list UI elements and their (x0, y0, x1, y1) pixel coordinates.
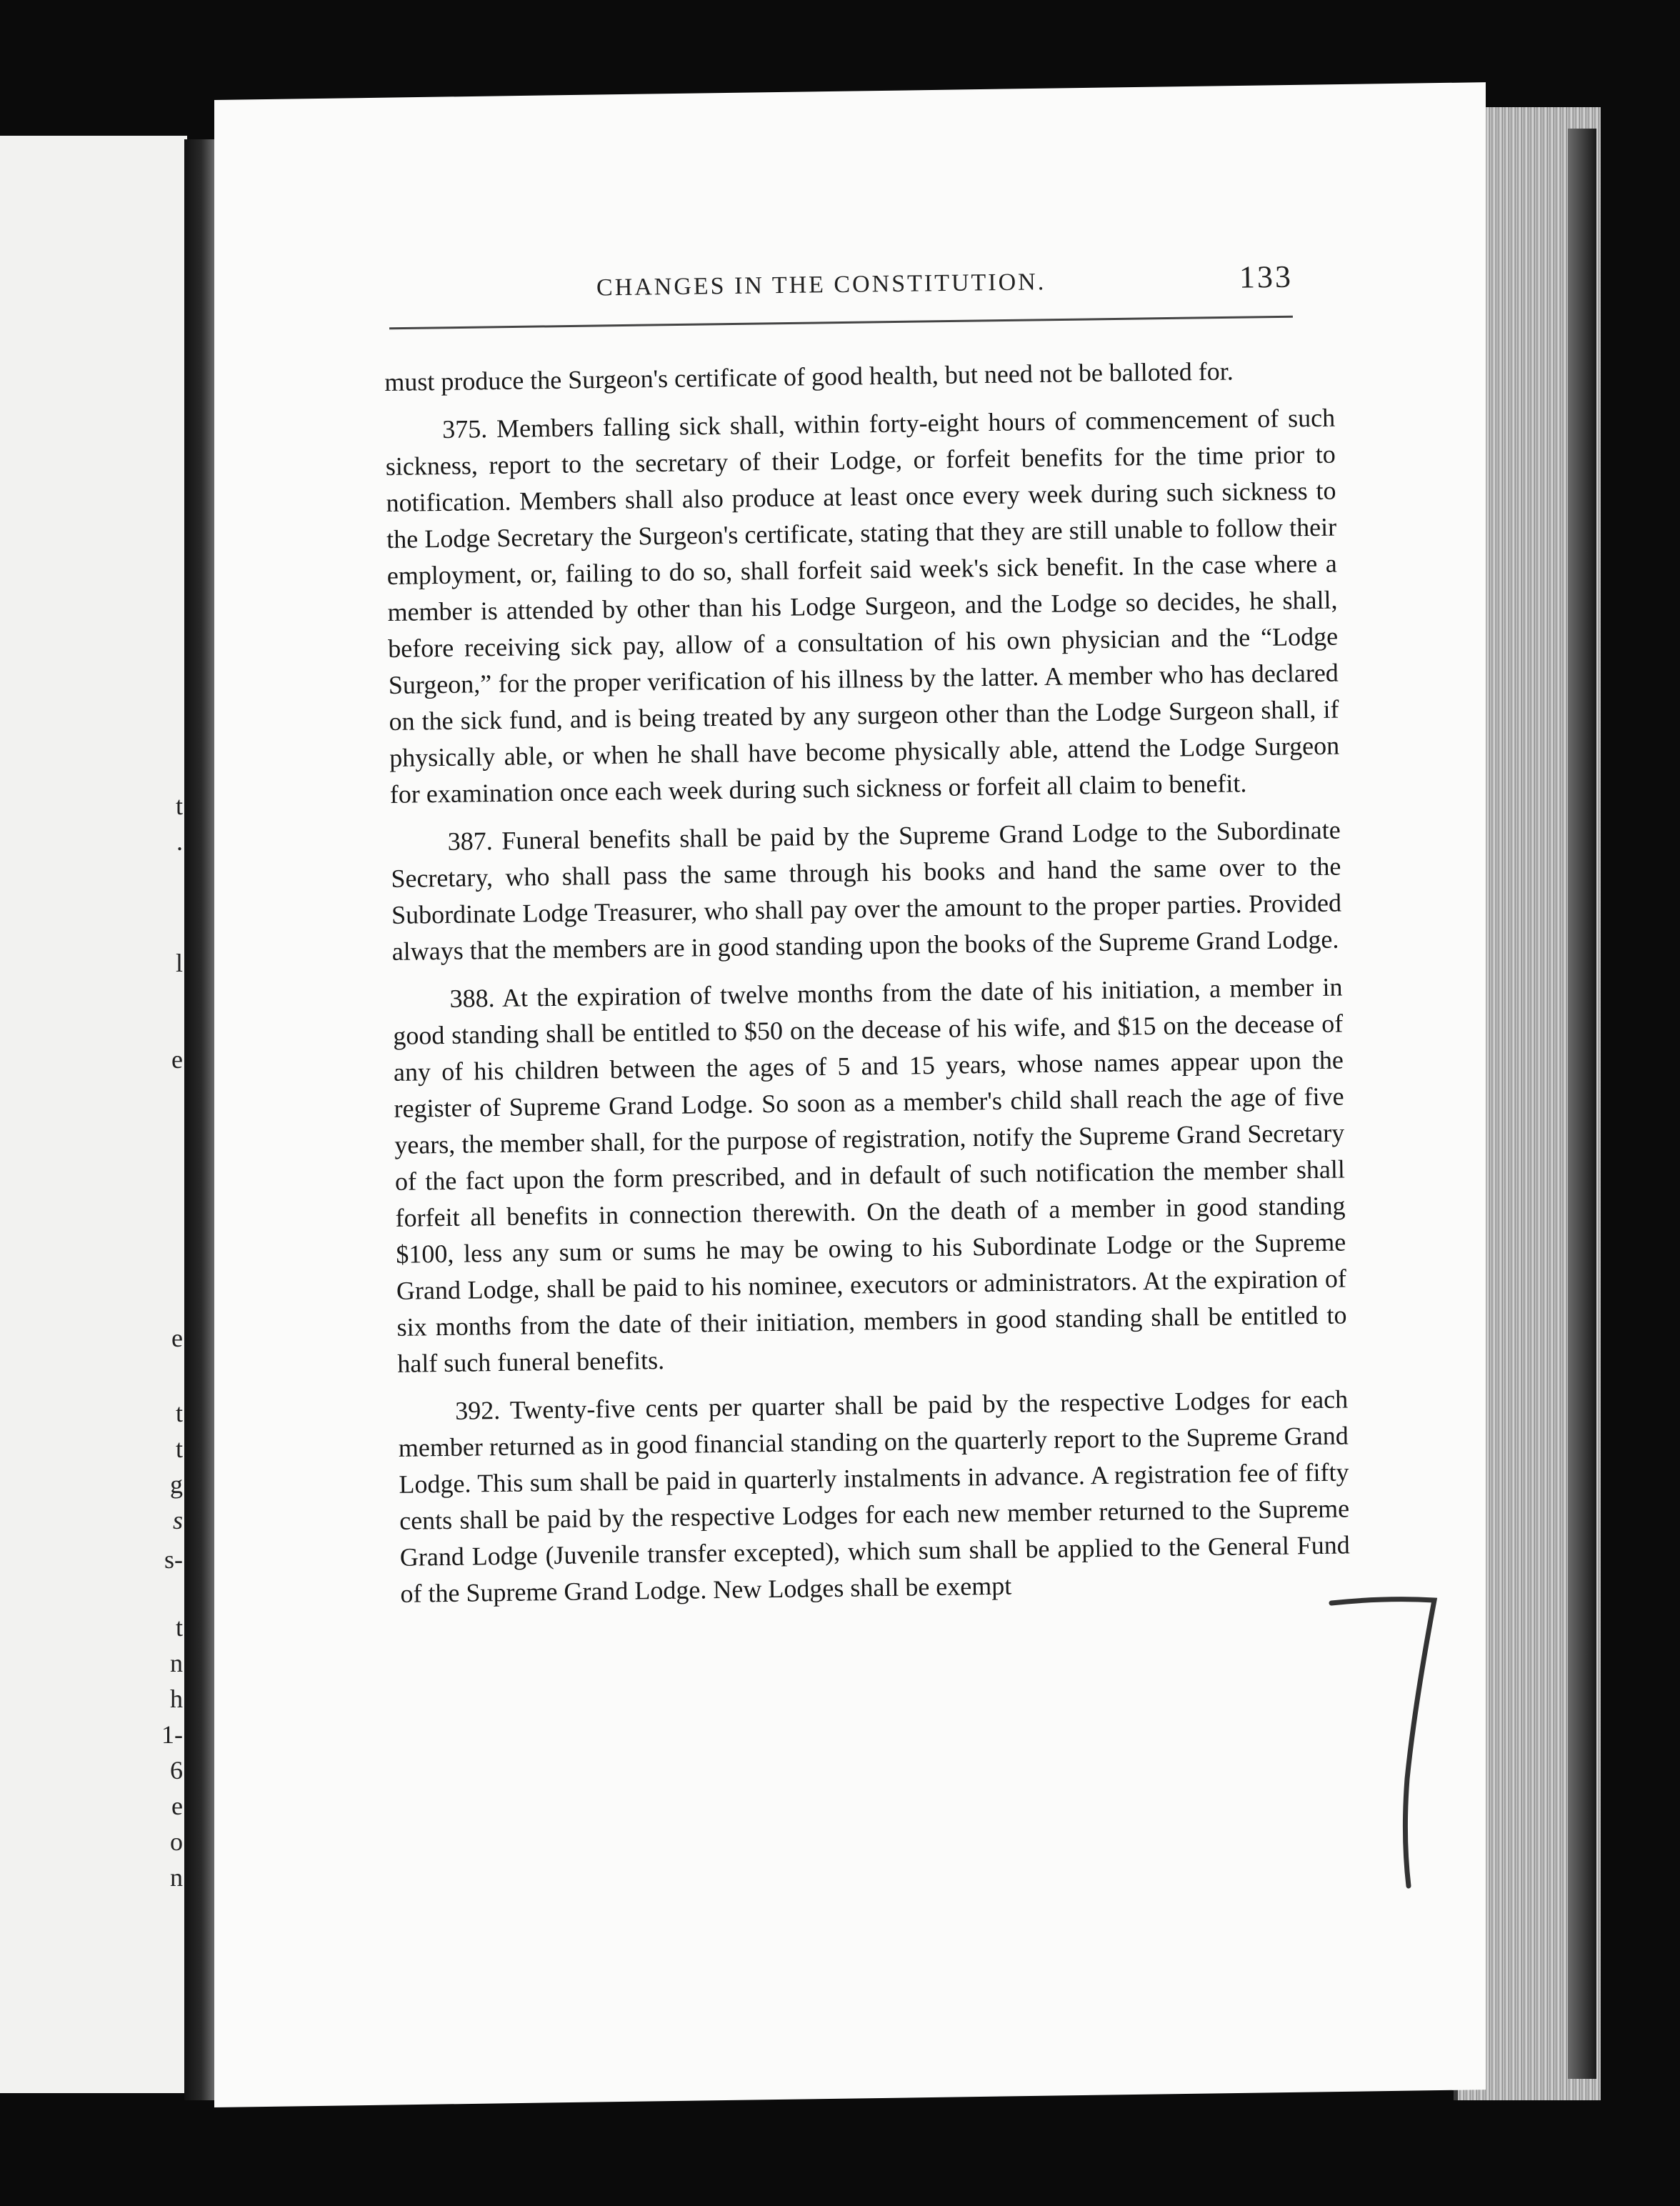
left-page (0, 136, 187, 2093)
edge-char: o (170, 1827, 183, 1856)
book-cover-edge (1568, 129, 1596, 2079)
edge-char: e (171, 1792, 183, 1820)
edge-char: 1- (161, 1720, 183, 1749)
paragraph-section-392: 392. Twenty-five cents per quarter shall be paid by the respective Lodges for each member returned as in good financial standing on the quarterly report to the Supreme Grand Lodge. This sum shall be paid in quarterly instalments in advance. A registration fee of fifty cents shall be paid by the respective Lodges for each new member returned to the Supreme Grand Lodge (Juvenile transfer excepted), which sum shall be applied to the General Fund of the Supreme Grand Lodge. New Lodges shall be exempt (398, 1384, 1351, 1608)
edge-char: h (170, 1685, 183, 1713)
paragraph-section-375: 375. Members falling sick shall, within forty-eight hours of commencement of such sickness, report to the secretary of their Lodge, or forfeit benefits for the time prior to notification. Members shall also produce at least once every week during such sickness to the Lodge Secretary the Surgeon's certificate, stating that they are still unable to follow their employment, or, failing to do so, shall forfeit said week's sick benefit. In the case where a member is attended by other than his Lodge Surgeon, and the Lodge so decides, he shall, before receiving sick pay, allow of a consultation of his own physician and the “Lodge Surgeon,” for the proper verification of his illness by the latter. A member who has declared on the sick fund, and is being treated by any surgeon other than the Lodge Surgeon shall, if physically able, or when he shall have become physically able, attend the Lodge Surgeon for examination once each week during such sickness or forfeit all claim to benefit. (385, 403, 1340, 809)
edge-char: . (176, 827, 183, 856)
edge-char: t (175, 1613, 183, 1642)
edge-char: e (171, 1045, 183, 1074)
edge-char: s (172, 1506, 183, 1534)
paragraph-section-388: 388. At the expiration of twelve months from the date of his initiation, a member in good standing shall be entitled to $50 on the decease of his wife, and $15 on the decease of any of his children between the ages of 5 and 15 years, whose names appear upon the register of Supreme Grand Lodge. So soon as a member's child shall reach the age of five years, the member shall, for the purpose of registration, notify the Supreme Grand Secretary of the fact upon the form prescribed, and in default of such notification the member shall forfeit all benefits in connection therewith. On the death of a member in good standing $100, less any sum or sums he may be owing to his Subordinate Lodge or the Supreme Grand Lodge, shall be paid to his nominee, executors or administrators. At the expiration of six months from the date of their initiation, members in good standing shall be entitled to half such funeral benefits. (393, 972, 1347, 1378)
paragraph-continued: must produce the Surgeon's certificate of good health, but need not be balloted for. (384, 356, 1234, 396)
edge-char: e (171, 1324, 183, 1352)
handwritten-margin-mark (1329, 1593, 1457, 1893)
edge-char: t (175, 792, 183, 820)
left-page-edge-text (159, 136, 183, 2093)
edge-char: g (170, 1470, 183, 1499)
running-title: CHANGES IN THE CONSTITUTION. (596, 269, 1046, 301)
body-text (384, 352, 1351, 1624)
edge-char: n (170, 1863, 183, 1892)
edge-char: 6 (170, 1756, 183, 1785)
page-number: 133 (1239, 259, 1294, 295)
edge-char: l (175, 949, 183, 977)
edge-char: n (170, 1649, 183, 1677)
edge-char: t (175, 1399, 183, 1427)
edge-char: t (175, 1434, 183, 1463)
edge-char: s- (164, 1545, 183, 1574)
paragraph-section-387: 387. Funeral benefits shall be paid by the Supreme Grand Lodge to the Subordinate Secretary, who shall pass the same through his books and hand the same over to the Subordinate Lodge Treasurer, who shall pay over the amount to the proper parties. Provided always that the members are in good standing upon the books of the Supreme Grand Lodge. (391, 815, 1342, 966)
